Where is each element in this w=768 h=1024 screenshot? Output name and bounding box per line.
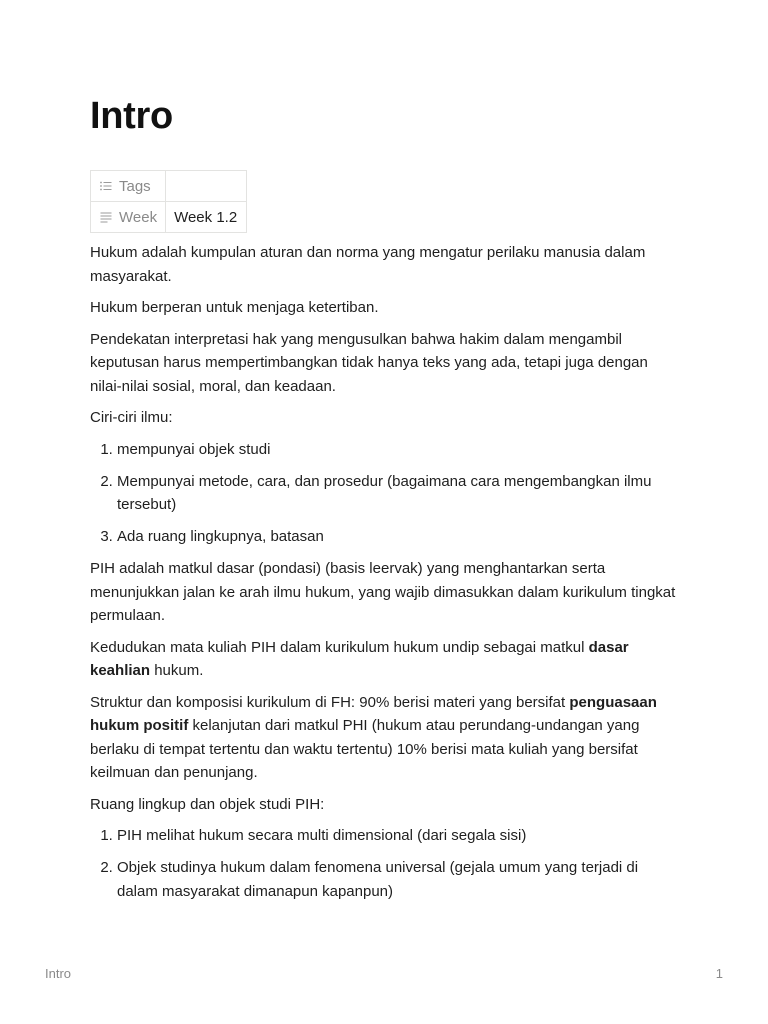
paragraph-role: Hukum berperan untuk menjaga ketertiban. xyxy=(90,299,379,316)
text-lines-icon xyxy=(99,210,113,224)
list-item: 1. mempunyai objek studi xyxy=(117,438,678,462)
property-row-week xyxy=(91,202,247,233)
bold-text: dasar keahlian xyxy=(90,638,629,679)
paragraph-kedudukan xyxy=(90,636,678,683)
property-value-tags[interactable] xyxy=(166,171,247,202)
properties-table xyxy=(90,170,247,233)
numbered-list-ruang-lingkup xyxy=(90,824,678,903)
paragraph-definition: Hukum adalah kumpulan aturan dan norma yang mengatur perilaku manusia dalam masyarakat. xyxy=(90,244,646,285)
property-key-week xyxy=(91,202,166,233)
property-label: Week xyxy=(119,208,158,226)
paragraph-ruang-lingkup-heading: Ruang lingkup dan objek studi PIH: xyxy=(90,795,325,813)
bold-text: penguasaan hukum positif xyxy=(90,693,657,734)
list-item: 2. Objek studinya hukum dalam fenomena universal (gejala umum yang terjadi di dalam masyarakat dimanapun kapanpun) xyxy=(117,856,678,903)
property-label: Tags xyxy=(119,177,151,195)
footer-title: Intro xyxy=(45,966,72,981)
paragraph-interpretation: Pendekatan interpretasi hak yang mengusulkan bahwa hakim dalam mengambil keputusan harus mempertimbangkan tidak hanya teks yang ada, tetapi juga dengan nilai-nilai sosial, moral, dan keadaan. xyxy=(90,330,648,395)
numbered-list-ciri xyxy=(90,438,678,549)
text-segment: kelanjutan dari matkul PHI (hukum atau perundang-undangan yang berlaku di tempat tertentu dan waktu tertentu) 10% berisi mata kuliah yang bersifat keilmuan dan penunjang. xyxy=(90,717,640,781)
page-title: Intro xyxy=(90,95,173,137)
property-row-tags xyxy=(91,171,247,202)
list-icon xyxy=(99,179,113,193)
paragraph-pih-definition: PIH adalah matkul dasar (pondasi) (basis leervak) yang menghantarkan serta menunjukkan jalan ke arah ilmu hukum, yang wajib dimasukkan dalam kurikulum tingkat permulaan. xyxy=(90,560,676,624)
page-number: 1 xyxy=(715,966,723,981)
paragraph-struktur xyxy=(90,691,678,785)
property-key-tags xyxy=(91,171,166,202)
text-segment: hukum. xyxy=(150,662,204,679)
text-segment: Struktur dan komposisi kurikulum di FH: 90% berisi materi yang bersifat xyxy=(90,693,570,711)
list-item: 2. Mempunyai metode, cara, dan prosedur (bagaimana cara mengembangkan ilmu tersebut) xyxy=(117,470,678,517)
property-value-week[interactable]: Week 1.2 xyxy=(166,202,247,233)
list-item: 3. Ada ruang lingkupnya, batasan xyxy=(117,525,678,549)
paragraph-ciri-heading: Ciri-ciri ilmu: xyxy=(90,409,173,426)
text-segment: Kedudukan mata kuliah PIH dalam kurikulum hukum undip sebagai matkul xyxy=(90,638,589,656)
document-content xyxy=(90,93,678,912)
list-item: 1. PIH melihat hukum secara multi dimensional (dari segala sisi) xyxy=(117,824,678,848)
